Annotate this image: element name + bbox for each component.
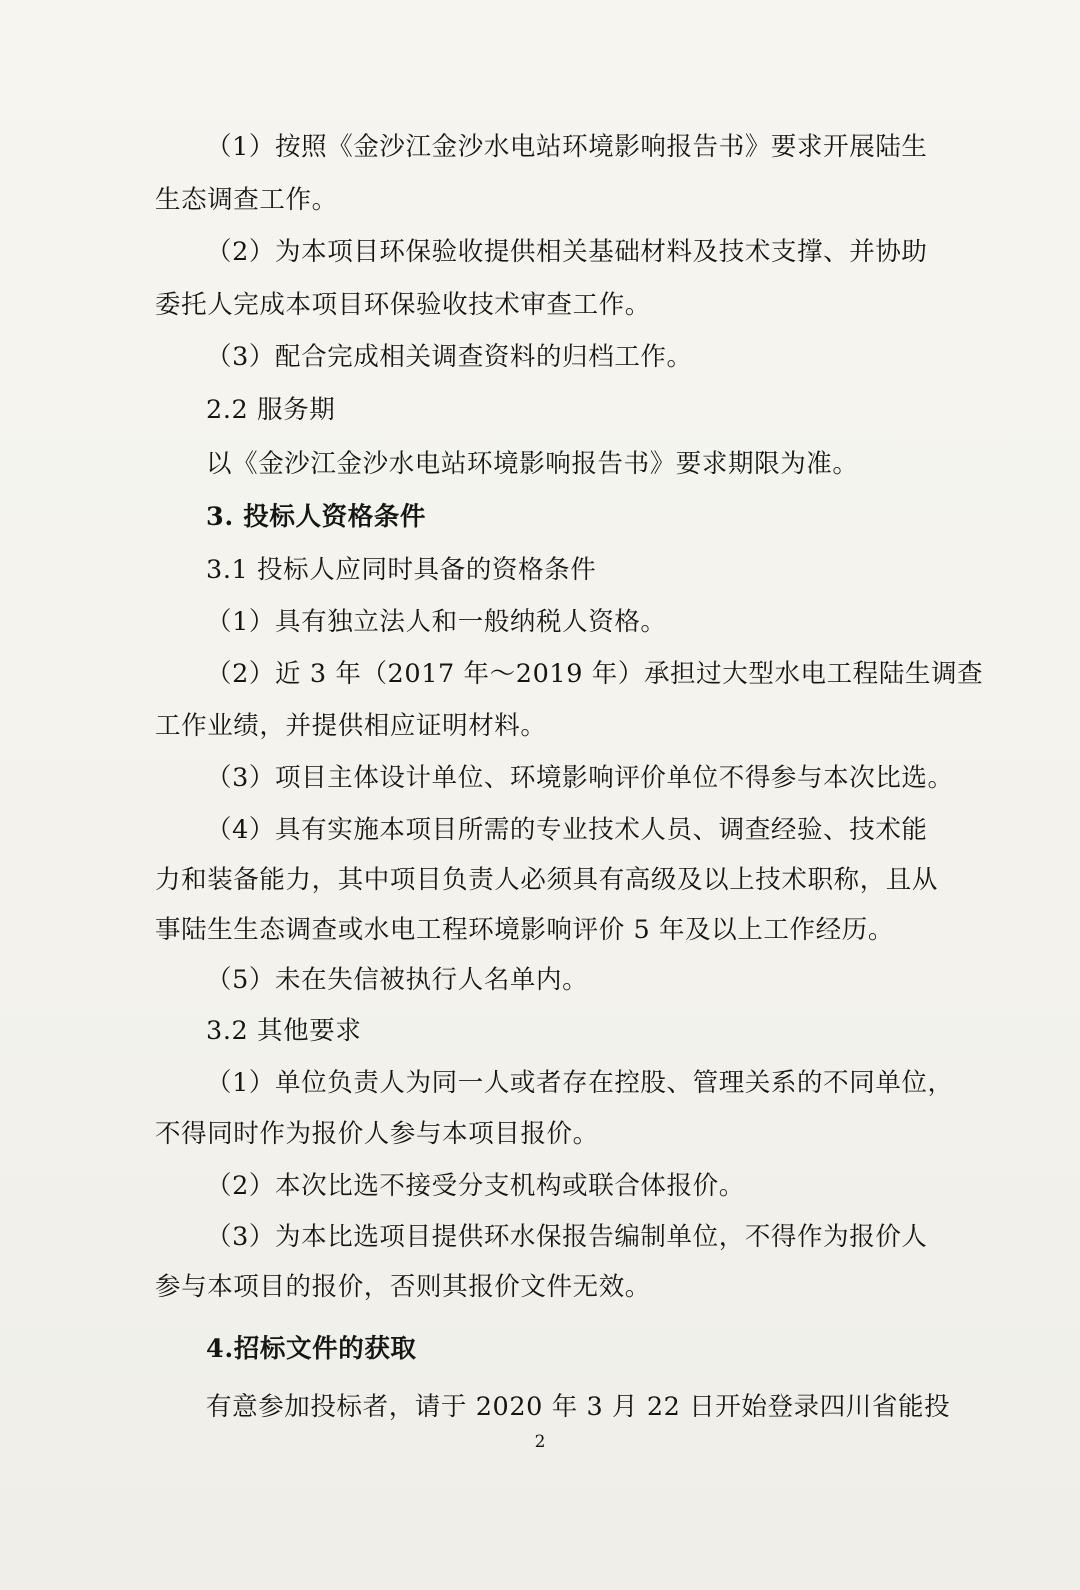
section-heading-bold: 3. 投标人资格条件	[206, 502, 426, 532]
paragraph-line: 力和装备能力，其中项目负责人必须具有高级及以上技术职称，且从	[155, 865, 939, 895]
paragraph-line: （2）近 3 年（2017 年～2019 年）承担过大型水电工程陆生调查	[206, 659, 984, 689]
paragraph-line: （3）项目主体设计单位、环境影响评价单位不得参与本次比选。	[206, 763, 954, 793]
page-number: 2	[534, 1432, 546, 1452]
section-heading: 3.1 投标人应同时具备的资格条件	[206, 555, 597, 585]
paragraph-line: 参与本项目的报价，否则其报价文件无效。	[155, 1272, 651, 1302]
paragraph-line: 以《金沙江金沙水电站环境影响报告书》要求期限为准。	[206, 449, 859, 479]
section-heading: 3.2 其他要求	[206, 1016, 362, 1046]
paragraph-line: （1）单位负责人为同一人或者存在控股、管理关系的不同单位，	[206, 1068, 954, 1098]
paragraph-line: 有意参加投标者，请于 2020 年 3 月 22 日开始登录四川省能投	[206, 1392, 951, 1422]
section-heading-bold: 4.招标文件的获取	[206, 1334, 417, 1364]
paragraph-line: 事陆生生态调查或水电工程环境影响评价 5 年及以上工作经历。	[155, 915, 894, 945]
paragraph-line: （3）为本比选项目提供环水保报告编制单位，不得作为报价人	[206, 1222, 928, 1252]
paragraph-line: （4）具有实施本项目所需的专业技术人员、调查经验、技术能	[206, 815, 928, 845]
section-heading: 2.2 服务期	[206, 395, 336, 425]
paragraph-line: （2）为本项目环保验收提供相关基础材料及技术支撑、并协助	[206, 237, 928, 267]
paragraph-line: （1）按照《金沙江金沙水电站环境影响报告书》要求开展陆生	[206, 132, 928, 162]
paragraph-line: （3）配合完成相关调查资料的归档工作。	[206, 342, 693, 372]
paragraph-line: （2）本次比选不接受分支机构或联合体报价。	[206, 1171, 745, 1201]
paragraph-line: （5）未在失信被执行人名单内。	[206, 965, 589, 995]
paragraph-line: 工作业绩，并提供相应证明材料。	[155, 711, 547, 741]
paragraph-line: 不得同时作为报价人参与本项目报价。	[155, 1119, 599, 1149]
paragraph-line: 委托人完成本项目环保验收技术审查工作。	[155, 290, 651, 320]
paragraph-line: （1）具有独立法人和一般纳税人资格。	[206, 607, 667, 637]
paragraph-line: 生态调查工作。	[155, 185, 338, 215]
